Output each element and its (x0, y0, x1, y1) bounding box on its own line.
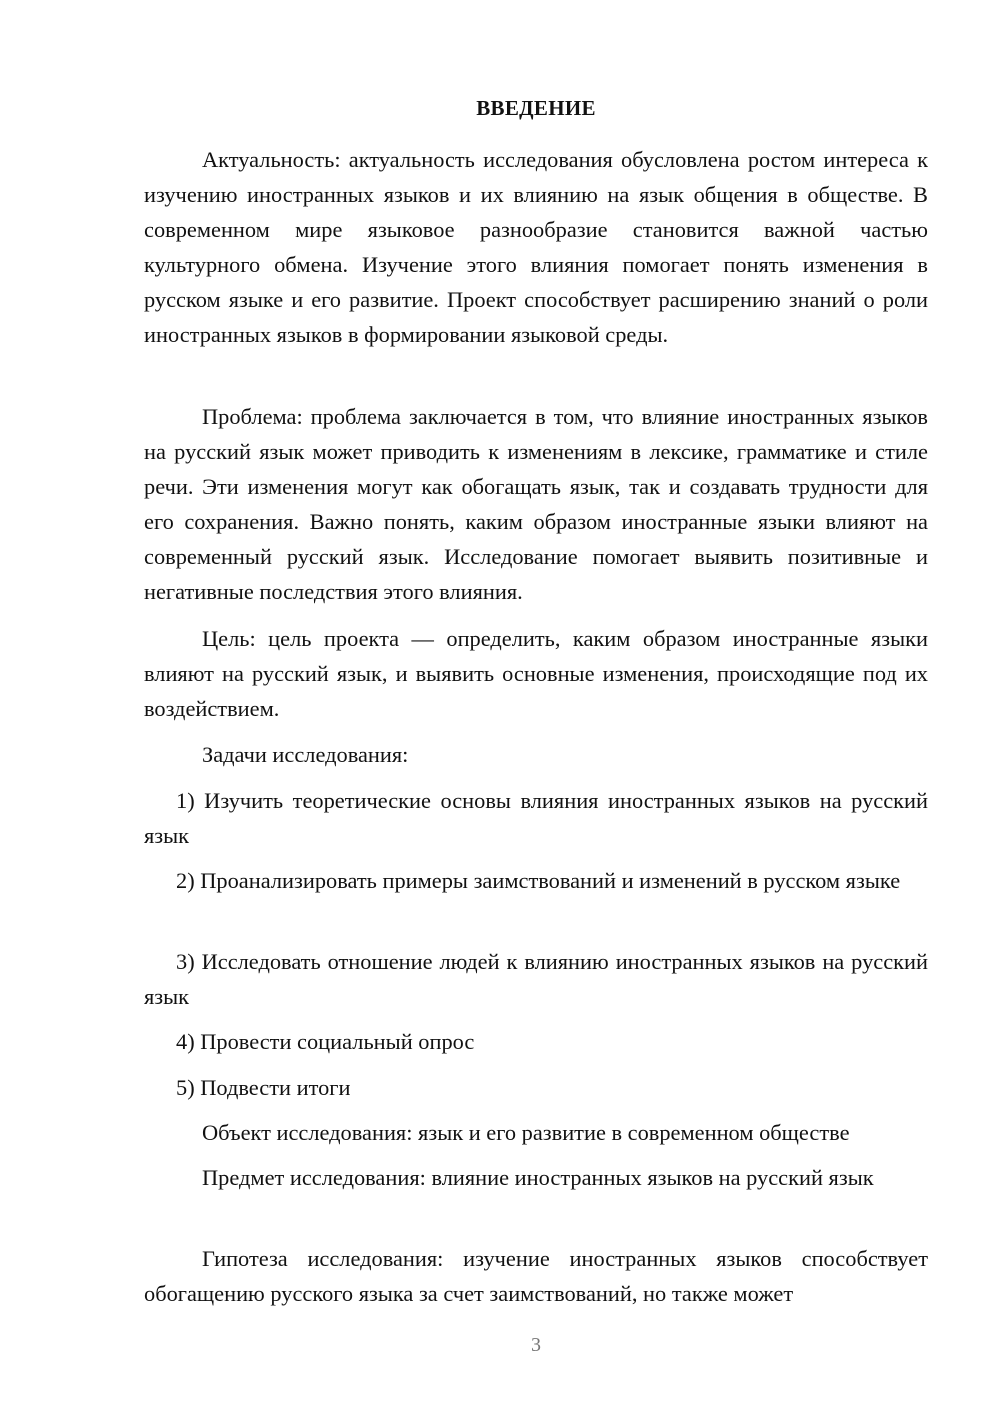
page-number: 3 (531, 1334, 541, 1356)
paragraph-tasks-heading: Задачи исследования: (202, 742, 409, 767)
paragraph-goal: Цель: цель проекта — определить, каким образом иностранные языки влияют на русский язык, и выявить основные изменения, происходящие под их воздействием. (144, 626, 928, 721)
paragraph-hypothesis: Гипотеза исследования: изучение иностранных языков способствует обогащению русского языка за счет заимствований, но также может (144, 1246, 928, 1306)
task-item-4: 4) Провести социальный опрос (176, 1029, 475, 1054)
task-item-5: 5) Подвести итоги (176, 1075, 351, 1100)
task-item-1: 1) Изучить теоретические основы влияния иностранных языков на русский язык (144, 788, 928, 848)
paragraph-relevance: Актуальность: актуальность исследования обусловлена ростом интереса к изучению иностранных языков и их влиянию на язык общения в обществе. В современном мире языковое разнообразие становится важной частью культурного обмена. Изучение этого влияния помогает понять изменения в русском языке и его развитие. Проект способствует расширению знаний о роли иностранных языков в формировании языковой среды. (144, 147, 928, 347)
page-title: ВВЕДЕНИЕ (476, 96, 596, 120)
paragraph-object: Объект исследования: язык и его развитие в современном обществе (202, 1120, 850, 1145)
task-item-3: 3) Исследовать отношение людей к влиянию иностранных языков на русский язык (144, 949, 928, 1009)
paragraph-subject: Предмет исследования: влияние иностранных языков на русский язык (202, 1165, 874, 1190)
paragraph-problem: Проблема: проблема заключается в том, что влияние иностранных языков на русский язык может приводить к изменениям в лексике, грамматике и стиле речи. Эти изменения могут как обогащать язык, так и создавать трудности для его сохранения. Важно понять, каким образом иностранные языки влияют на современный русский язык. Исследование помогает выявить позитивные и негативные последствия этого влияния. (144, 404, 928, 604)
task-item-2: 2) Проанализировать примеры заимствований и изменений в русском языке (176, 868, 901, 893)
